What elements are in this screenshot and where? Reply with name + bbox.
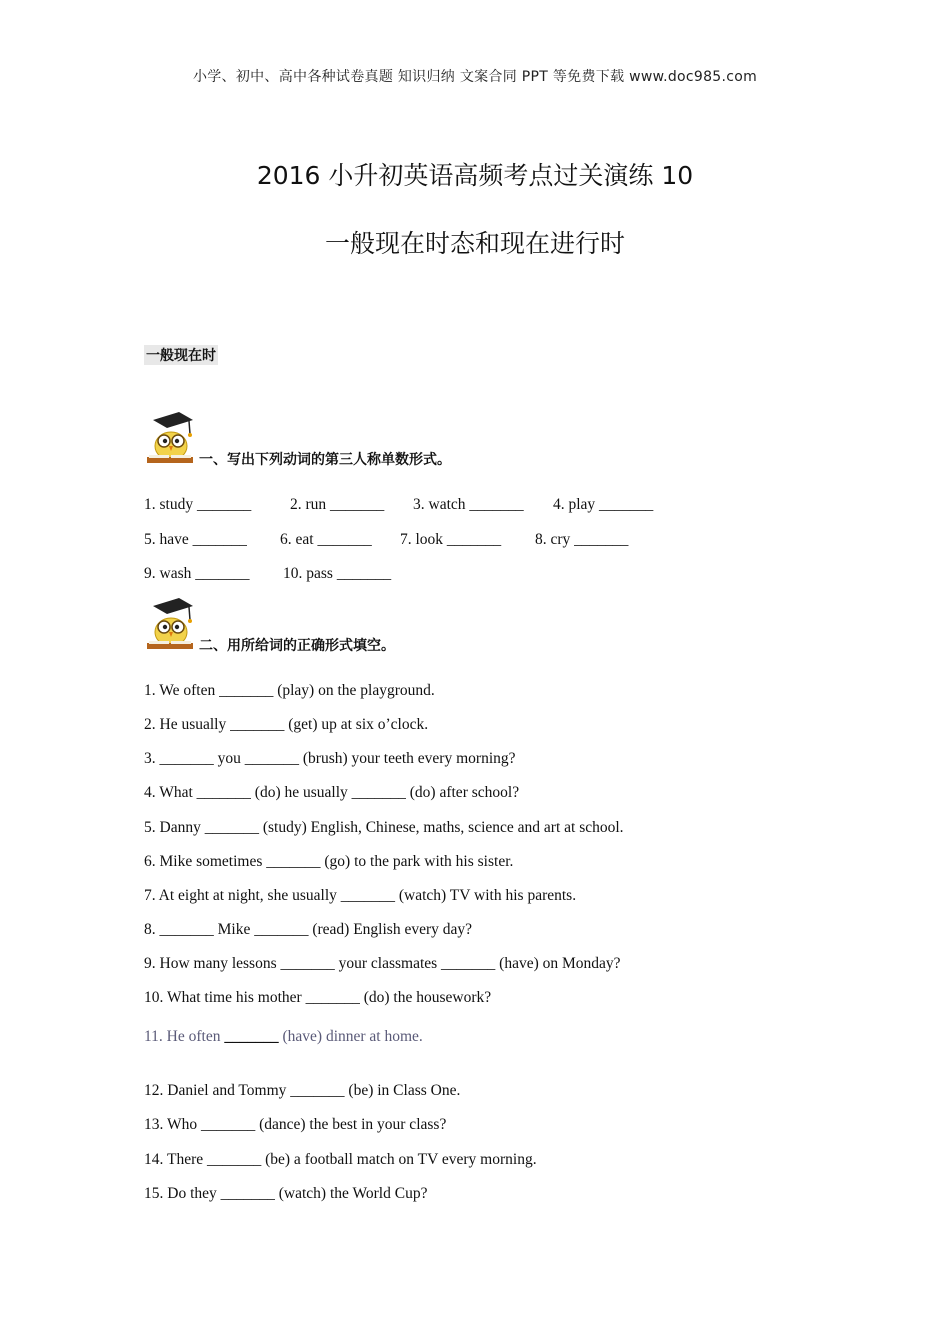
exercise-line: 2. He usually _______ (get) up at six o’clock. — [144, 716, 429, 733]
exercise-line: 12. Daniel and Tommy _______ (be) in Class One. — [144, 1082, 461, 1099]
section-label: 一般现在时 — [144, 345, 218, 365]
verb-item: 9. wash _______ — [144, 565, 250, 582]
page-subtitle: 一般现在时态和现在进行时 — [324, 229, 625, 258]
part1-heading: 一、写出下列动词的第三人称单数形式。 — [199, 452, 451, 468]
verb-item: 6. eat _______ — [280, 531, 372, 548]
verb-item: 10. pass _______ — [283, 565, 392, 582]
exercise-line: 13. Who _______ (dance) the best in your class? — [144, 1116, 447, 1133]
verb-item: 3. watch _______ — [413, 496, 524, 513]
exercise-line: 1. We often _______ (play) on the playground. — [144, 682, 435, 699]
verb-item: 4. play _______ — [553, 496, 654, 513]
exercise-line: 15. Do they _______ (watch) the World Cup? — [144, 1185, 428, 1202]
verb-item: 7. look _______ — [400, 531, 502, 548]
verb-item: 8. cry _______ — [535, 531, 629, 548]
exercise-line-11 — [144, 1028, 423, 1046]
line11-blank: _______ — [224, 1028, 279, 1045]
owl-graduate-icon — [143, 596, 197, 652]
exercise-line: 14. There _______ (be) a football match on TV every morning. — [144, 1151, 537, 1168]
owl-graduate-icon — [143, 410, 197, 466]
exercise-line: 9. How many lessons _______ your classmates _______ (have) on Monday? — [144, 955, 621, 972]
exercise-line: 4. What _______ (do) he usually _______ (do) after school? — [144, 784, 520, 801]
verb-item: 2. run _______ — [290, 496, 385, 513]
verb-item: 5. have _______ — [144, 531, 247, 548]
site-banner: 小学、初中、高中各种试卷真题 知识归纳 文案合同 PPT 等免费下载 www.doc985.com — [192, 69, 758, 85]
verb-item: 1. study _______ — [144, 496, 252, 513]
line11-end: (have) dinner at home. — [278, 1028, 423, 1045]
line11-start: 11. He often — [144, 1028, 225, 1045]
exercise-line: 6. Mike sometimes _______ (go) to the park with his sister. — [144, 853, 514, 870]
exercise-line: 10. What time his mother _______ (do) the housework? — [144, 989, 492, 1006]
page-title: 2016 小升初英语高频考点过关演练 10 — [256, 161, 694, 190]
exercise-line: 3. _______ you _______ (brush) your teeth every morning? — [144, 750, 516, 767]
exercise-line: 5. Danny _______ (study) English, Chinese, maths, science and art at school. — [144, 819, 624, 836]
part2-heading: 二、用所给词的正确形式填空。 — [199, 638, 395, 654]
exercise-line: 7. At eight at night, she usually _______ (watch) TV with his parents. — [144, 887, 577, 904]
exercise-line: 8. _______ Mike _______ (read) English every day? — [144, 921, 473, 938]
